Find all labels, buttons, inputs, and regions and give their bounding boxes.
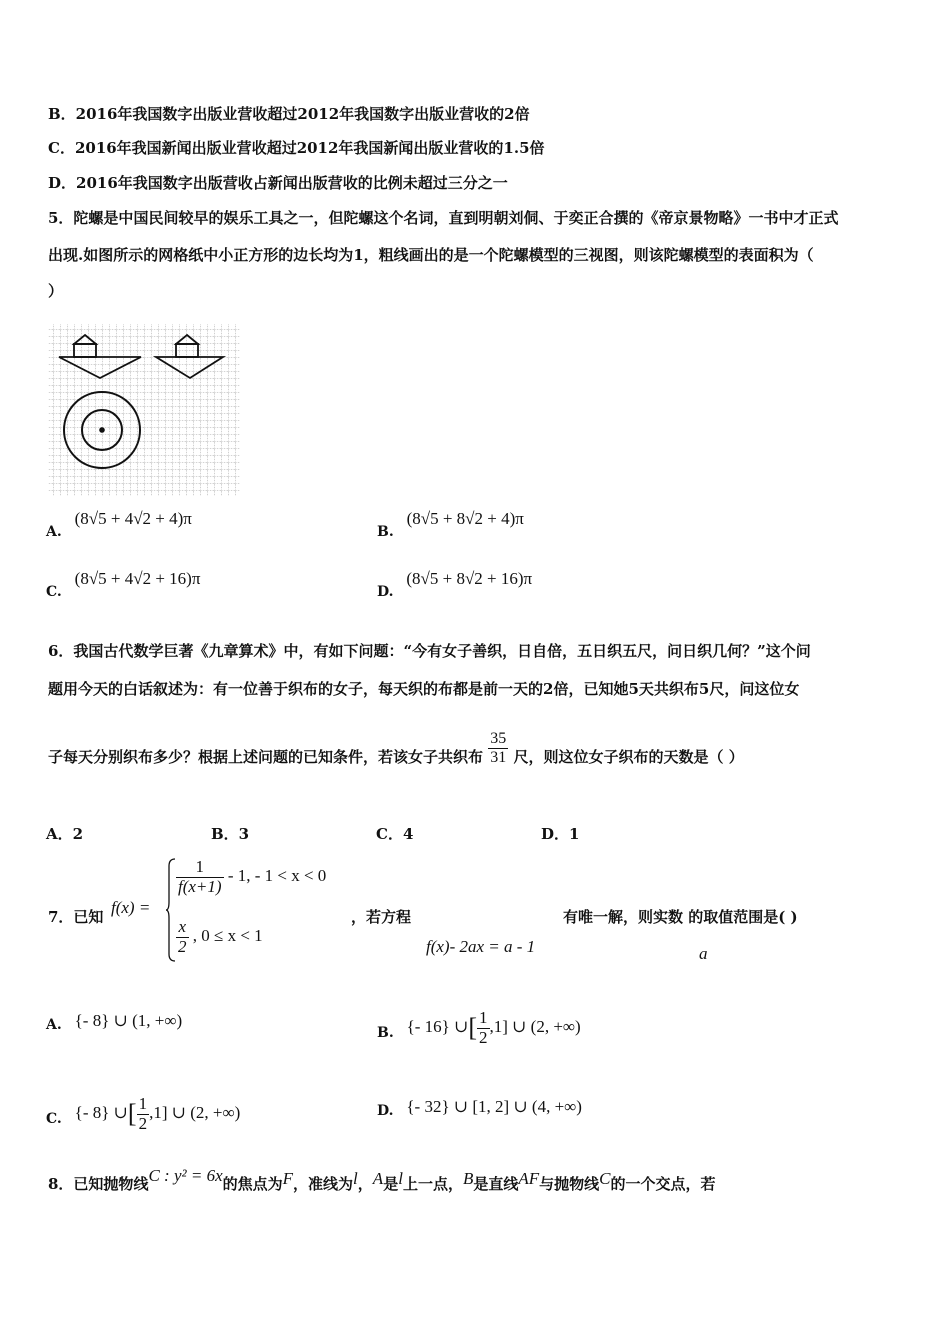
q8-prefix: 8．已知抛物线 bbox=[48, 1175, 149, 1193]
q5-option-a-label: A. bbox=[46, 524, 62, 540]
q8-B: B bbox=[462, 1169, 474, 1188]
q6-line3-post: 尺，则这位女子织布的天数是（ ） bbox=[513, 748, 744, 767]
q8-l: l bbox=[353, 1169, 358, 1188]
q5-option-a[interactable] bbox=[46, 509, 192, 541]
q5-option-b[interactable] bbox=[377, 509, 524, 541]
q5-text-line3: ） bbox=[48, 282, 64, 300]
q8-AF: AF bbox=[518, 1169, 540, 1188]
q8-t6: 是直线 bbox=[473, 1175, 519, 1193]
q7-func-lhs bbox=[111, 898, 150, 918]
q7-case-2 bbox=[176, 918, 263, 956]
q5-option-c-expr: (8√5 + 4√2 + 16)π bbox=[74, 569, 201, 588]
q7-case2-tail: , 0 ≤ x < 1 bbox=[192, 926, 263, 946]
q7-case2-num: x bbox=[176, 918, 189, 938]
q7-option-b-label: B. bbox=[377, 1025, 394, 1042]
q7-option-c-frac bbox=[137, 1095, 150, 1133]
q7-equation: f(x)- 2ax = a - 1 bbox=[426, 937, 536, 956]
q8-t7: 与抛物线 bbox=[539, 1175, 600, 1193]
q8-text bbox=[48, 1166, 716, 1194]
q5-text-line1: 5．陀螺是中国民间较早的娱乐工具之一，但陀螺这个名词，直到明朝刘侗、于奕正合撰的《帝京景物略》一书中才正式 bbox=[48, 209, 839, 227]
q7-option-d-label: D. bbox=[377, 1103, 394, 1119]
q6-line3-pre: 子每天分别织布多少？根据上述问题的已知条件，若该女子共织布 bbox=[48, 748, 484, 767]
q6-frac-num: 35 bbox=[490, 730, 507, 747]
q8-t4: 是 bbox=[383, 1175, 399, 1193]
q7-option-c-den: 2 bbox=[138, 1113, 148, 1133]
q5-option-d[interactable] bbox=[377, 569, 533, 601]
q8-t8: 的一个交点，若 bbox=[610, 1175, 716, 1193]
q8-l2: l bbox=[398, 1169, 403, 1188]
q6-option-c[interactable]: C．4 bbox=[376, 825, 414, 843]
q7-mid: ，若方程 bbox=[351, 908, 412, 926]
q7-var-a: a bbox=[699, 944, 708, 963]
q5-option-b-expr: (8√5 + 8√2 + 4)π bbox=[406, 509, 524, 528]
q7-option-a-expr: {- 8} ∪ (1, +∞) bbox=[74, 1011, 183, 1030]
q7-case1-den: f(x+1) bbox=[178, 876, 222, 896]
q7-option-b-expr: {- 16} ∪[ $\frac{1}{2}$ ,1] ∪ (2, +∞) bbox=[406, 1008, 581, 1047]
q5-three-view-figure bbox=[46, 322, 242, 498]
q7-option-d[interactable] bbox=[377, 1097, 582, 1120]
q6-fraction bbox=[488, 730, 508, 766]
q5-option-c[interactable] bbox=[46, 569, 201, 601]
q5-option-a-expr: (8√5 + 4√2 + 4)π bbox=[74, 509, 192, 528]
q8-C: C bbox=[599, 1169, 611, 1188]
q8-curve: C : y² = 6x bbox=[148, 1166, 223, 1185]
prev-option-c: C．2016年我国新闻出版业营收超过2012年我国新闻出版业营收的1.5倍 bbox=[48, 139, 545, 157]
q7-option-b[interactable] bbox=[377, 1008, 581, 1052]
q5-text-line2: 出现.如图所示的网格纸中小正方形的边长均为1，粗线画出的是一个陀螺模型的三视图，则该陀螺模型的表面积为（ bbox=[48, 246, 814, 264]
q7-case1-frac bbox=[176, 858, 224, 896]
q8-t5: 上一点， bbox=[402, 1175, 463, 1193]
q7-option-c-pre: {- 8} ∪ bbox=[74, 1103, 128, 1123]
q7-case1-num: 1 bbox=[176, 858, 224, 878]
q7-option-c-post: ,1] ∪ (2, +∞) bbox=[149, 1103, 241, 1123]
q7-case2-den: 2 bbox=[178, 936, 187, 956]
q8-t1: 的焦点为 bbox=[222, 1175, 283, 1193]
q7-option-b-frac bbox=[477, 1009, 490, 1047]
prev-option-d: D．2016年我国数字出版营收占新闻出版营收的比例未超过三分之一 bbox=[48, 174, 508, 192]
q7-prefix: 7．已知 bbox=[48, 908, 104, 926]
q6-option-a[interactable]: A．2 bbox=[46, 825, 84, 843]
q7-option-c-num: 1 bbox=[138, 1094, 148, 1113]
prev-option-b: B．2016年我国数字出版业营收超过2012年我国数字出版业营收的2倍 bbox=[48, 105, 530, 123]
q6-text-line2: 题用今天的白话叙述为：有一位善于织布的女子，每天织的布都是前一天的2倍，已知她5天共织布5尺，问这位女 bbox=[48, 680, 800, 698]
q7-option-b-den: 2 bbox=[479, 1027, 488, 1047]
q7-case-1 bbox=[176, 858, 326, 896]
q7-option-b-num: 1 bbox=[479, 1008, 488, 1027]
q7-option-a[interactable] bbox=[46, 1011, 183, 1034]
q8-t3: ， bbox=[357, 1175, 373, 1193]
q5-option-c-label: C. bbox=[46, 584, 62, 600]
q5-option-d-label: D. bbox=[377, 584, 394, 600]
q6-text-line3 bbox=[48, 730, 744, 776]
q5-option-d-expr: (8√5 + 8√2 + 16)π bbox=[406, 569, 533, 588]
q6-frac-den: 31 bbox=[490, 748, 507, 766]
q7-case1-tail: - 1, - 1 < x < 0 bbox=[227, 866, 327, 886]
q7-option-a-label: A. bbox=[46, 1017, 62, 1033]
q5-option-b-label: B. bbox=[377, 524, 394, 540]
q7-case2-frac bbox=[176, 918, 189, 956]
q7-option-d-expr: {- 32} ∪ [1, 2] ∪ (4, +∞) bbox=[406, 1097, 582, 1116]
q6-option-d[interactable]: D．1 bbox=[541, 825, 580, 843]
q8-F: F bbox=[282, 1169, 294, 1188]
q7-suffix: 有唯一解，则实数 的取值范围是( ) bbox=[563, 908, 798, 926]
q8-A: A bbox=[372, 1169, 384, 1188]
q6-option-b[interactable]: B．3 bbox=[211, 825, 250, 843]
q7-func-lhs-text: f(x) = bbox=[111, 898, 151, 917]
q6-text-line1: 6．我国古代数学巨著《九章算术》中，有如下问题：“今有女子善织，日自倍，五日织五尺，问日织几何？”这个问 bbox=[48, 642, 811, 660]
q7-option-c-label: C. bbox=[46, 1111, 62, 1128]
q7-option-c-expr: {- 8} ∪[ $\frac{1}{2}$ ,1] ∪ (2, +∞) bbox=[74, 1094, 241, 1133]
q7-option-b-post: ,1] ∪ (2, +∞) bbox=[489, 1017, 581, 1037]
q8-t2: ，准线为 bbox=[293, 1175, 354, 1193]
q7-option-c[interactable] bbox=[46, 1094, 241, 1138]
q7-option-b-pre: {- 16} ∪ bbox=[406, 1017, 469, 1037]
